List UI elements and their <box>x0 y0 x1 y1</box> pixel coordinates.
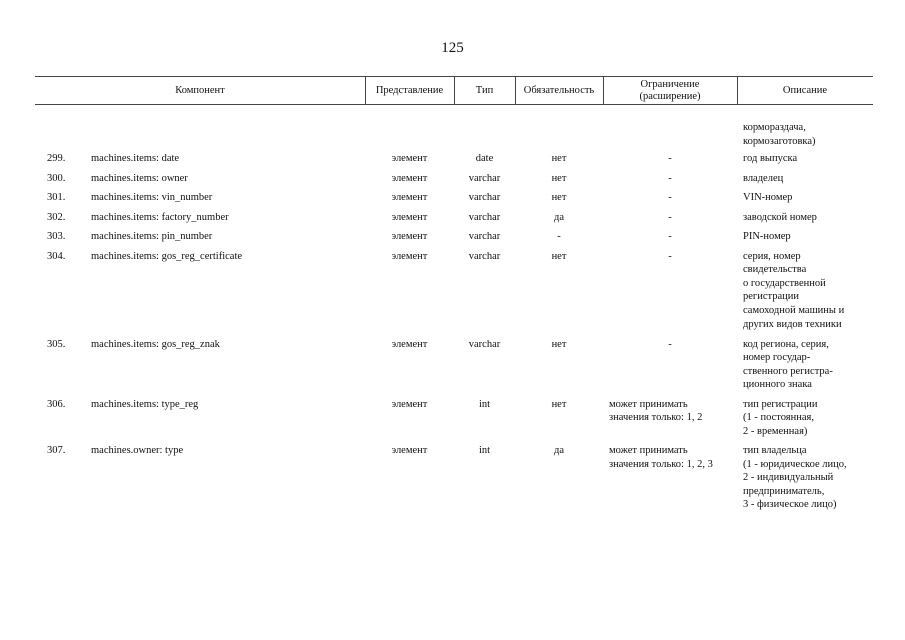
row-number: 305. <box>47 338 66 350</box>
component-cell: machines.items: owner <box>91 172 188 184</box>
description-line: заводской номер <box>743 211 817 223</box>
continuation-line: кормозаготовка) <box>743 135 816 147</box>
constraint-line: - <box>668 250 672 262</box>
description-line: серия, номер <box>743 250 801 262</box>
header-type: Тип <box>475 84 494 96</box>
description-line: 2 - временная) <box>743 425 808 437</box>
mandatory-cell: да <box>553 445 564 456</box>
component-cell: machines.items: type_reg <box>91 398 199 410</box>
description-line: номер государ- <box>743 352 811 364</box>
description-line: год выпуска <box>743 153 798 164</box>
row-number: 306. <box>47 398 66 410</box>
header-constraint-line2: (расширение) <box>639 90 701 102</box>
header-description: Описание <box>782 84 828 96</box>
row-number: 303. <box>47 231 66 242</box>
representation-cell: элемент <box>391 172 428 184</box>
row-number: 302. <box>47 211 66 223</box>
representation-cell: элемент <box>391 211 428 223</box>
representation-cell: элемент <box>391 192 428 203</box>
constraint-line: - <box>668 211 672 223</box>
description-line: PIN-номер <box>743 231 791 242</box>
description-line: код региона, серия, <box>743 338 829 350</box>
component-cell: machines.items: vin_number <box>91 192 213 203</box>
component-cell: machines.owner: type <box>91 445 184 456</box>
table-header <box>35 77 873 104</box>
description-line: тип регистрации <box>743 398 818 410</box>
row-number: 301. <box>47 192 66 203</box>
row-number: 299. <box>47 153 66 164</box>
description-line: (1 - постоянная, <box>743 412 814 424</box>
row-number: 307. <box>47 445 66 456</box>
constraint-line: - <box>668 338 672 350</box>
description-line: (1 - юридическое лицо, <box>743 458 847 470</box>
mandatory-cell: нет <box>551 192 567 203</box>
mandatory-cell: нет <box>551 398 567 410</box>
description-line: тип владельца <box>743 445 807 456</box>
constraint-line: значения только: 1, 2 <box>609 412 703 424</box>
component-cell: machines.items: gos_reg_znak <box>91 338 220 350</box>
description-line: регистрации <box>743 291 799 303</box>
description-line: 2 - индивидуальный <box>743 472 834 484</box>
mandatory-cell: нет <box>551 338 567 350</box>
type-cell: varchar <box>468 231 501 242</box>
representation-cell: элемент <box>391 445 428 456</box>
type-cell: varchar <box>468 172 501 184</box>
type-cell: varchar <box>468 192 501 203</box>
type-cell: date <box>475 153 494 164</box>
mandatory-cell: нет <box>551 153 567 164</box>
component-cell: machines.items: pin_number <box>91 231 213 242</box>
row-number: 304. <box>47 250 66 262</box>
description-line: свидетельства <box>743 264 807 276</box>
description-line: ционного знака <box>743 379 812 391</box>
page-number: 125 <box>441 40 464 56</box>
representation-cell: элемент <box>391 231 428 242</box>
header-component: Компонент <box>175 84 225 96</box>
description-line: самоходной машины и <box>743 304 845 316</box>
header-constraint <box>603 77 737 104</box>
continuation-line: кормораздача, <box>743 122 806 133</box>
constraint-line: - <box>668 172 672 184</box>
description-line: 3 - физическое лицо) <box>743 499 837 511</box>
component-cell: machines.items: date <box>91 153 180 164</box>
representation-cell: элемент <box>391 153 428 164</box>
mandatory-cell: - <box>557 231 561 242</box>
component-cell: machines.items: factory_number <box>91 211 229 223</box>
mandatory-cell: да <box>553 211 564 223</box>
description-line: о государственной <box>743 277 826 289</box>
type-cell: varchar <box>468 211 501 223</box>
constraint-line: - <box>668 153 672 164</box>
representation-cell: элемент <box>391 250 428 262</box>
constraint-line: - <box>668 231 672 242</box>
type-cell: int <box>478 445 491 456</box>
row-number: 300. <box>47 172 66 184</box>
description-line: предприниматель, <box>743 485 825 497</box>
constraint-line: значения только: 1, 2, 3 <box>609 458 713 470</box>
header-mandatory: Обязательность <box>523 84 595 96</box>
mandatory-cell: нет <box>551 172 567 184</box>
mandatory-cell: нет <box>551 250 567 262</box>
type-cell: int <box>478 398 491 410</box>
description-line: ственного регистра- <box>743 365 833 377</box>
constraint-line: - <box>668 192 672 203</box>
header-representation: Представление <box>375 84 444 96</box>
representation-cell: элемент <box>391 398 428 410</box>
header-bottom-rule <box>35 104 873 105</box>
type-cell: varchar <box>468 338 501 350</box>
constraint-line: может принимать <box>609 445 688 456</box>
component-cell: machines.items: gos_reg_certificate <box>91 250 243 262</box>
description-line: владелец <box>743 172 784 184</box>
header-constraint-line1: Ограничение <box>640 78 700 90</box>
representation-cell: элемент <box>391 338 428 350</box>
constraint-line: может принимать <box>609 398 688 410</box>
type-cell: varchar <box>468 250 501 262</box>
description-line: других видов техники <box>743 318 842 330</box>
description-line: VIN-номер <box>743 192 793 203</box>
